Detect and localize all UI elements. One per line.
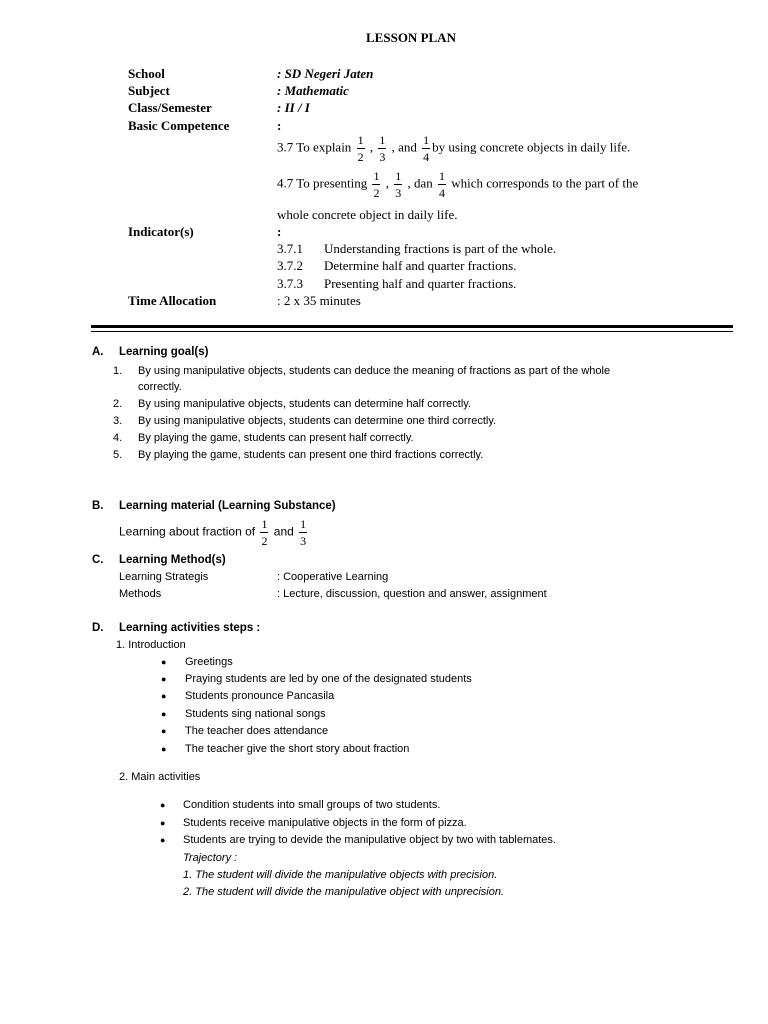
school-label: School	[128, 66, 165, 81]
bullet-icon: ●	[160, 800, 166, 810]
bullet-icon: ●	[161, 726, 167, 736]
intro-item: Praying students are led by one of the designated students	[185, 673, 472, 685]
goal-text-cont: correctly.	[138, 381, 182, 393]
indicator-text: Understanding fractions is part of the whole.	[324, 241, 557, 256]
competence-4-7	[277, 170, 638, 199]
section-c-heading: Learning Method(s)	[119, 554, 226, 566]
goal-text: By using manipulative objects, students can determine half correctly.	[138, 398, 472, 410]
indicator-colon: :	[277, 224, 282, 239]
fraction-one-half: $\frac{1}{2}$	[373, 169, 380, 200]
method-value: : Lecture, discussion, question and answer, assignment	[277, 588, 547, 600]
fraction-one-quarter: $\frac{1}{4}$	[438, 169, 445, 200]
method-label: Methods	[119, 588, 162, 600]
separator: ,	[385, 175, 389, 191]
trajectory-item: 1. The student will divide the manipulative objects with precision.	[183, 869, 498, 881]
subject-label: Subject	[128, 83, 170, 98]
section-b-letter: B.	[92, 500, 104, 512]
separator-dan: , dan	[407, 175, 433, 191]
learning-material-line	[119, 518, 309, 547]
school-value: : SD Negeri Jaten	[277, 66, 374, 81]
header-divider-thick	[91, 325, 733, 328]
separator-and: , and	[391, 139, 417, 155]
bullet-icon: ●	[160, 818, 166, 828]
competence-3-7	[277, 134, 630, 163]
goal-number: 5.	[113, 449, 123, 461]
time-label: Time Allocation	[128, 293, 217, 308]
bullet-icon: ●	[161, 691, 167, 701]
bullet-icon: ●	[161, 709, 167, 719]
fraction-one-quarter: $\frac{1}{4}$	[423, 133, 430, 164]
main-item: Students are trying to devide the manipulative object by two with tablemates.	[183, 834, 556, 846]
class-value: : II / I	[277, 100, 310, 115]
competence-4-7-line2: whole concrete object in daily life.	[277, 207, 458, 222]
indicator-item	[277, 258, 516, 274]
competence-colon: :	[277, 118, 282, 133]
goal-number: 4.	[113, 432, 123, 444]
competence-label: Basic Competence	[128, 118, 230, 133]
main-activities-title: 2. Main activities	[119, 771, 201, 783]
main-item: Condition students into small groups of two students.	[183, 799, 441, 811]
indicator-item	[277, 276, 516, 292]
section-c-letter: C.	[92, 554, 104, 566]
method-value: : Cooperative Learning	[277, 571, 389, 583]
trajectory-title: Trajectory :	[183, 852, 238, 864]
competence-suffix: which corresponds to the part of the	[451, 175, 639, 191]
header-divider-thin	[91, 331, 733, 332]
section-a-heading: Learning goal(s)	[119, 346, 209, 358]
intro-item: The teacher give the short story about fraction	[185, 743, 410, 755]
intro-item: Students pronounce Pancasila	[185, 690, 335, 702]
section-d-heading: Learning activities steps :	[119, 622, 261, 634]
indicator-number: 3.7.1	[277, 241, 303, 256]
bullet-icon: ●	[161, 657, 167, 667]
fraction-one-half: $\frac{1}{2}$	[261, 517, 268, 548]
trajectory-item: 2. The student will divide the manipulative object with unprecision.	[183, 886, 505, 898]
time-value: : 2 x 35 minutes	[277, 293, 361, 308]
goal-text: By using manipulative objects, students can determine one third correctly.	[138, 415, 497, 427]
goal-number: 3.	[113, 415, 123, 427]
indicator-text: Presenting half and quarter fractions.	[324, 276, 517, 291]
method-label: Learning Strategis	[119, 571, 209, 583]
introduction-title: 1. Introduction	[116, 639, 186, 651]
bullet-icon: ●	[161, 674, 167, 684]
separator: ,	[369, 139, 374, 155]
intro-item: Students sing national songs	[185, 708, 326, 720]
indicator-item	[277, 241, 556, 257]
fraction-one-half: $\frac{1}{2}$	[357, 133, 364, 164]
fraction-one-third: $\frac{1}{3}$	[379, 133, 386, 164]
indicator-label: Indicator(s)	[128, 224, 194, 239]
goal-text: By playing the game, students can present one third fractions correctly.	[138, 449, 484, 461]
intro-item: The teacher does attendance	[185, 725, 329, 737]
fraction-one-third: $\frac{1}{3}$	[300, 517, 307, 548]
goal-number: 1.	[113, 365, 123, 377]
class-label: Class/Semester	[128, 100, 212, 115]
fraction-one-third: $\frac{1}{3}$	[395, 169, 402, 200]
competence-prefix: 3.7 To explain	[277, 139, 352, 155]
competence-suffix: by using concrete objects in daily life.	[432, 139, 631, 155]
main-item: Students receive manipulative objects in the form of pizza.	[183, 817, 467, 829]
indicator-text: Determine half and quarter fractions.	[324, 258, 517, 273]
section-a-letter: A.	[92, 346, 104, 358]
competence-prefix: 4.7 To presenting	[277, 175, 368, 191]
material-and: and	[273, 524, 294, 539]
section-d-letter: D.	[92, 622, 104, 634]
section-b-heading: Learning material (Learning Substance)	[119, 500, 336, 512]
goal-text: By using manipulative objects, students can deduce the meaning of fractions as part of the whole	[138, 365, 611, 377]
intro-item: Greetings	[185, 656, 233, 668]
bullet-icon: ●	[161, 744, 167, 754]
indicator-number: 3.7.3	[277, 276, 303, 291]
goal-number: 2.	[113, 398, 123, 410]
goal-text: By playing the game, students can present half correctly.	[138, 432, 414, 444]
indicator-number: 3.7.2	[277, 258, 303, 273]
subject-value: : Mathematic	[277, 83, 349, 98]
bullet-icon: ●	[160, 835, 166, 845]
material-text: Learning about fraction of	[119, 524, 256, 539]
page-title: LESSON PLAN	[366, 30, 456, 45]
